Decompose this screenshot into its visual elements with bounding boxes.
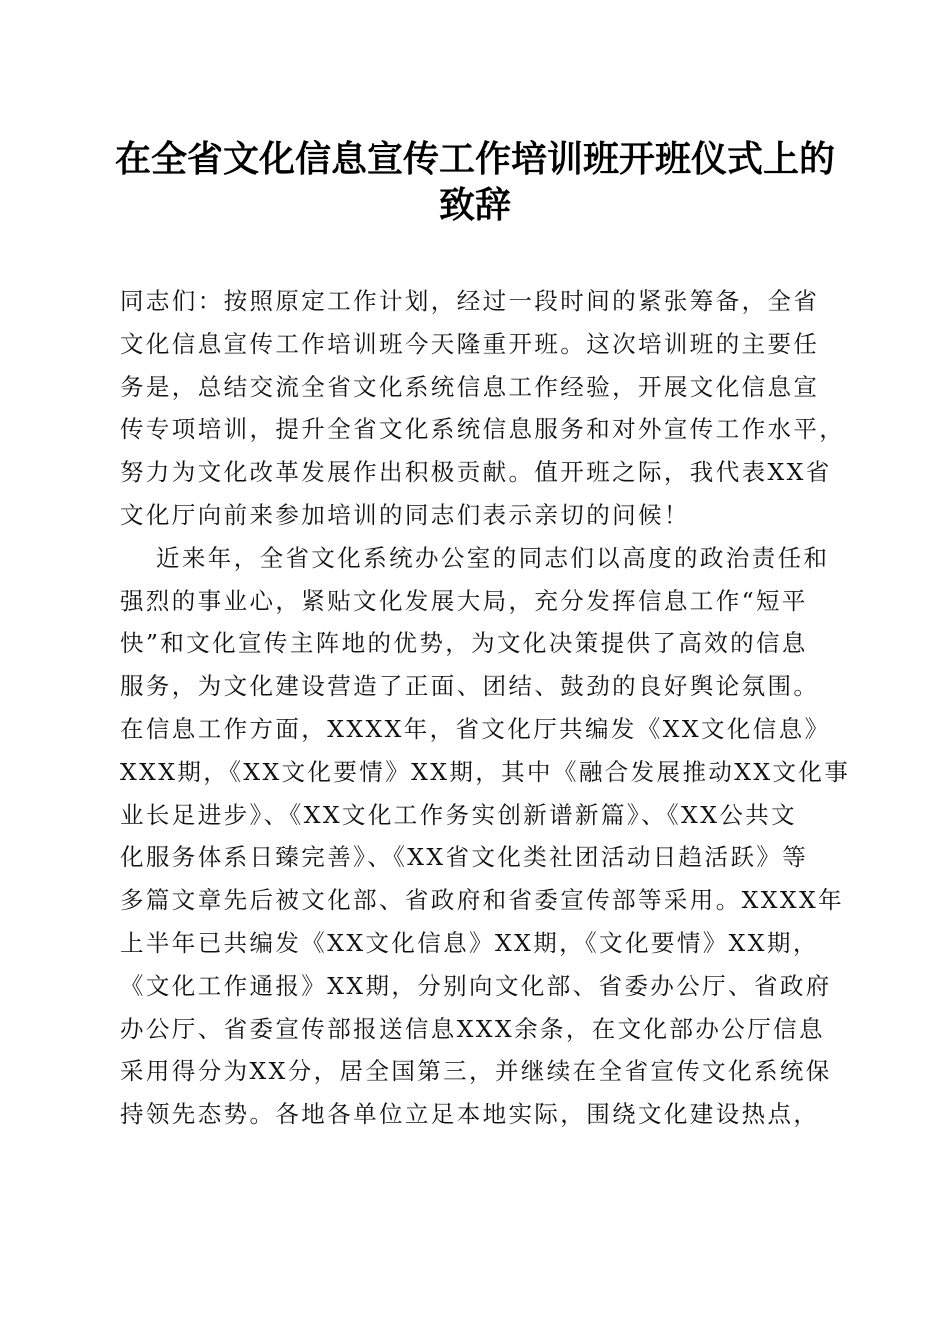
body-line: 服务，为文化建设营造了正面、团结、鼓劲的良好舆论氛围。 [120,672,820,701]
body-line: 采用得分为XX分，居全国第三，并继续在全省宣传文化系统保 [120,1057,832,1086]
body-line: 强烈的事业心，紧贴文化发展大局，充分发挥信息工作“短平 [120,586,808,615]
body-line: 文化信息宣传工作培训班今天隆重开班。这次培训班的主要任 [120,329,820,358]
body-line: 上半年已共编发《XX文化信息》XX期，《文化要情》XX期， [120,928,819,957]
body-line: 务是，总结交流全省文化系统信息工作经验，开展文化信息宣 [120,372,820,401]
title-line-1: 在全省文化信息宣传工作培训班开班仪式上的 [114,138,835,180]
document-body [120,280,851,1136]
body-line: 《文化工作通报》XX期，分别向文化部、省委办公厅、省政府 [120,971,832,1000]
body-line: 持领先态势。各地各单位立足本地实际，围绕文化建设热点， [120,1100,820,1129]
body-line: 多篇文章先后被文化部、省政府和省委宣传部等采用。XXXX年 [120,886,845,915]
body-line: 文化厅向前来参加培训的同志们表示亲切的问候！ [120,500,690,529]
title-line-2: 致辞 [438,184,511,226]
body-line: 传专项培训，提升全省文化系统信息服务和对外宣传工作水平， [120,415,846,444]
document-title [100,136,850,228]
body-line: 快”和文化宣传主阵地的优势，为文化决策提供了高效的信息 [120,629,808,658]
body-line: XXX期，《XX文化要情》XX期，其中《融合发展推动XX文化事 [120,757,851,786]
body-line: 同志们：按照原定工作计划，经过一段时间的紧张筹备，全省 [120,287,820,315]
body-line: 化服务体系日臻完善》、《XX省文化类社团活动日趋活跃》等 [120,843,809,872]
body-line: 近来年，全省文化系统办公室的同志们以高度的政治责任和 [156,543,830,572]
body-line: 在信息工作方面，XXXX年，省文化厅共编发《XX文化信息》 [120,714,831,743]
body-line: 办公厅、省委宣传部报送信息XXX余条，在文化部办公厅信息 [120,1014,825,1043]
body-line: 努力为文化改革发展作出积极贡献。值开班之际，我代表XX省 [120,458,832,487]
body-line: 业长足进步》、《XX文化工作务实创新谱新篇》、《XX公共文 [120,800,798,829]
